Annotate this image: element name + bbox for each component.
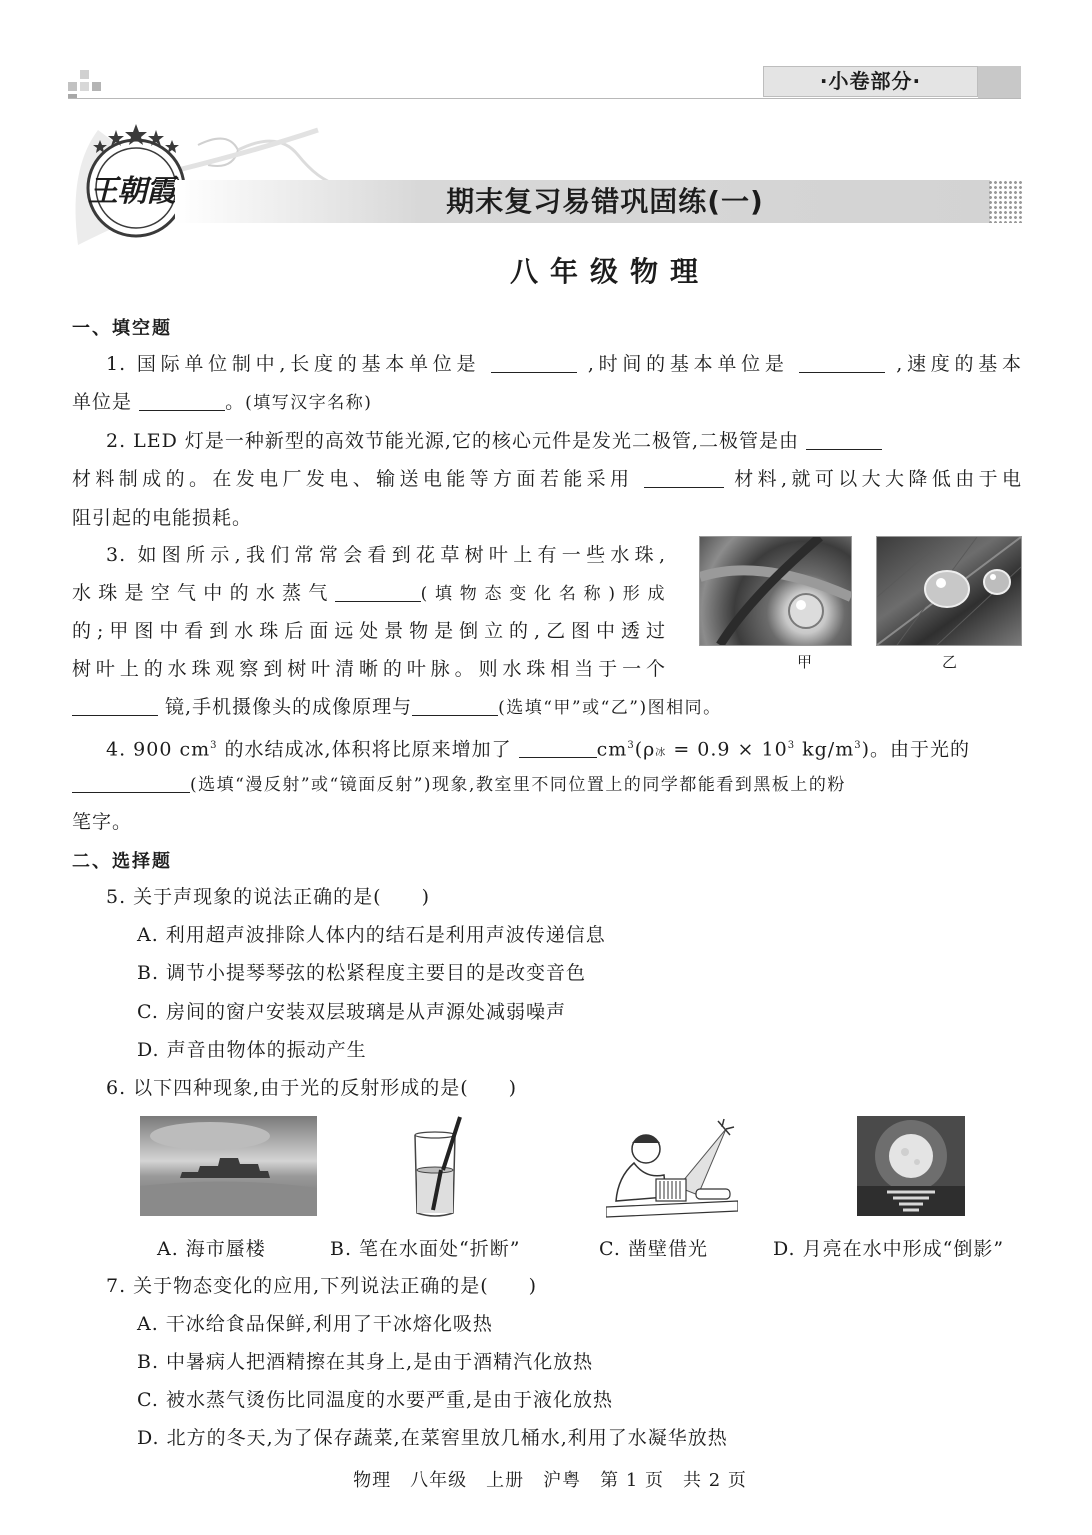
q7-option-b[interactable]: B. 中暑病人把酒精擦在其身上,是由于酒精汽化放热 (137, 1351, 594, 1373)
q3-text: (选填“甲”或“乙”)图相同。 (498, 698, 722, 718)
answer-blank[interactable] (519, 739, 597, 758)
mirage-image (140, 1116, 317, 1216)
answer-blank[interactable] (412, 697, 498, 716)
question-1-line-2 (72, 389, 372, 416)
pen-in-water-image (405, 1115, 465, 1220)
caption-yi: 乙 (942, 653, 958, 671)
section-heading-choice: 二、选择题 (72, 851, 172, 872)
question-5-stem: 5. 关于声现象的说法正确的是( ) (106, 886, 430, 908)
q4-text: 的水结成冰,体积将比原来增加了 (217, 738, 512, 761)
corner-decoration (68, 82, 77, 91)
question-3-line-2 (72, 580, 666, 607)
q6-option-c[interactable]: C. 凿壁借光 (599, 1238, 708, 1260)
q4-text: 4. 900 cm (106, 738, 211, 761)
question-4-line-2 (72, 771, 846, 798)
answer-blank[interactable] (799, 354, 885, 373)
q5-option-d[interactable]: D. 声音由物体的振动产生 (137, 1039, 367, 1061)
q3-text: 水珠是空气中的水蒸气 (72, 582, 335, 604)
answer-blank[interactable] (335, 583, 421, 602)
corner-decoration (92, 82, 101, 91)
question-4-line-3: 笔字。 (72, 811, 133, 833)
question-2-line-2 (72, 466, 1022, 492)
q4-text: )。由于光的 (861, 738, 971, 761)
moon-reflection-image (857, 1116, 965, 1216)
q5-option-c[interactable]: C. 房间的窗户安装双层玻璃是从声源处减弱噪声 (137, 1001, 566, 1023)
question-3-line-3: 的;甲图中看到水珠后面远处景物是倒立的,乙图中透过 (72, 620, 666, 642)
question-2-line-1 (106, 428, 1022, 454)
q1-text: 1. 国际单位制中,长度的基本单位是 (106, 353, 481, 375)
question-6-stem: 6. 以下四种现象,由于光的反射形成的是( ) (106, 1077, 518, 1099)
logo-text: 王朝霞 (88, 174, 175, 209)
subject-title: 八年级物理 (509, 255, 710, 288)
photo-jia-water-drop (699, 536, 852, 646)
answer-blank[interactable] (72, 697, 158, 716)
question-3-line-4: 树叶上的水珠观察到树叶清晰的叶脉。则水珠相当于一个 (72, 658, 666, 680)
corner-decoration (80, 82, 89, 91)
borrowing-light-image (606, 1117, 738, 1221)
q4-text: (ρ (634, 738, 656, 761)
q1-note: (填写汉字名称) (245, 393, 373, 413)
q4-text: kg/m (795, 738, 855, 761)
section-tag: ·小卷部分· (763, 66, 978, 97)
q4-text: = 0.9 × 10 (666, 738, 788, 761)
q4-rho-subscript: 冰 (655, 747, 667, 759)
question-1-line-1 (106, 351, 1022, 377)
q5-option-a[interactable]: A. 利用超声波排除人体内的结石是利用声波传递信息 (137, 924, 606, 946)
q7-option-c[interactable]: C. 被水蒸气烫伤比同温度的水要严重,是由于液化放热 (137, 1389, 613, 1411)
q6-option-b[interactable]: B. 笔在水面处“折断” (330, 1238, 521, 1260)
answer-blank[interactable] (806, 431, 882, 450)
question-4-line-1: 4. 900 $cm^3$ 的水结成冰,体积将比原来增加了 $cm^3(\rho$冰 = $0.9 \times 10^3$ $kg/m^3$)。由于光的 (106, 738, 971, 761)
question-7-stem: 7. 关于物态变化的应用,下列说法正确的是( ) (106, 1275, 538, 1297)
exam-title: 期末复习易错巩固练(一) (446, 185, 764, 218)
q6-option-a[interactable]: A. 海市蜃楼 (157, 1238, 266, 1260)
q3-text: (填物态变化名称)形成 (420, 584, 666, 604)
photo-yi-water-drop-on-leaf (876, 536, 1022, 646)
q4-text: cm (596, 738, 628, 761)
corner-decoration (80, 70, 89, 79)
header-rule (68, 98, 1021, 99)
q5-option-b[interactable]: B. 调节小提琴琴弦的松紧程度主要目的是改变音色 (137, 962, 587, 984)
caption-jia: 甲 (797, 653, 813, 671)
q3-text: 镜,手机摄像头的成像原理与 (165, 696, 413, 718)
section-tag-side (978, 66, 1021, 99)
question-3-line-1: 3. 如图所示,我们常常会看到花草树叶上有一些水珠, (106, 544, 666, 566)
q2-text: 材料制成的。在发电厂发电、输送电能等方面若能采用 (72, 468, 634, 490)
q1-text: 。 (225, 391, 246, 413)
q6-option-d[interactable]: D. 月亮在水中形成“倒影” (773, 1238, 1005, 1260)
q1-text: 单位是 (72, 391, 133, 413)
q7-option-d[interactable]: D. 北方的冬天,为了保存蔬菜,在菜窖里放几桶水,利用了水凝华放热 (137, 1427, 728, 1449)
answer-blank[interactable] (644, 469, 724, 488)
section-heading-fill: 一、填空题 (72, 318, 172, 339)
q2-text: 2. LED 灯是一种新型的高效节能光源,它的核心元件是发光二极管,二极管是由 (106, 430, 800, 452)
q4-text: (选填“漫反射”或“镜面反射”)现象,教室里不同位置上的同学都能看到黑板上的粉 (190, 775, 846, 795)
answer-blank[interactable] (139, 392, 225, 411)
question-2-line-3: 阻引起的电能损耗。 (72, 507, 253, 529)
question-3-line-5 (72, 694, 722, 721)
title-dots-decoration (988, 180, 1024, 223)
answer-blank[interactable] (491, 354, 577, 373)
q1-text: ,时间的基本单位是 (587, 353, 789, 375)
q7-option-a[interactable]: A. 干冰给食品保鲜,利用了干冰熔化吸热 (137, 1313, 493, 1335)
page-footer: 物理 八年级 上册 沪粤 第 1 页 共 2 页 (353, 1470, 747, 1491)
answer-blank[interactable] (72, 774, 190, 793)
q2-text: 材料,就可以大大降低由于电 (734, 468, 1022, 490)
q1-text: ,速度的基本 (896, 353, 1022, 375)
